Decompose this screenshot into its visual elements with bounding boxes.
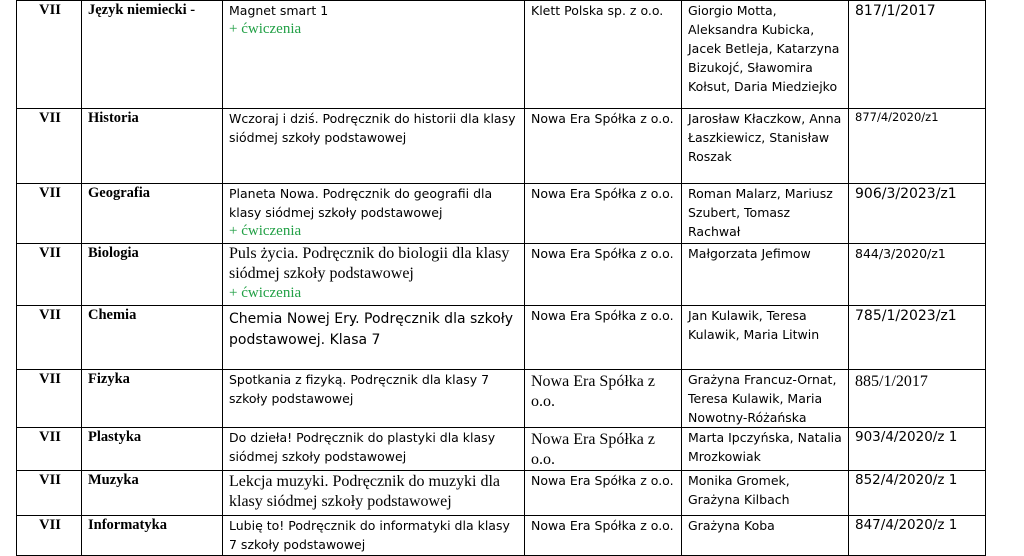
number-cell: 785/1/2023/z1 bbox=[849, 306, 986, 370]
table-row bbox=[17, 109, 986, 184]
table-row bbox=[17, 244, 986, 306]
title-cell bbox=[223, 1, 525, 109]
subject-cell: Informatyka bbox=[82, 516, 223, 556]
table-row bbox=[17, 516, 986, 556]
subject-cell: Muzyka bbox=[82, 471, 223, 516]
title-cell: Do dzieła! Podręcznik do plastyki dla klasy siódmej szkoły podstawowej bbox=[223, 428, 525, 471]
table-row bbox=[17, 370, 986, 428]
class-cell: VII bbox=[17, 244, 82, 306]
publisher-cell: Klett Polska sp. z o.o. bbox=[525, 1, 682, 109]
authors-cell: Grażyna Francuz-Ornat, Teresa Kulawik, Maria Nowotny-Różańska bbox=[682, 370, 849, 428]
subject-cell: Fizyka bbox=[82, 370, 223, 428]
subject-cell: Historia bbox=[82, 109, 223, 184]
number-cell: 817/1/2017 bbox=[849, 1, 986, 109]
number-cell: 885/1/2017 bbox=[849, 370, 986, 428]
subject-cell: Język niemiecki - bbox=[82, 1, 223, 109]
class-cell: VII bbox=[17, 471, 82, 516]
authors-cell: Giorgio Motta, Aleksandra Kubicka, Jacek Betleja, Katarzyna Bizukojć, Sławomira Kołsut, Daria Miedziejko bbox=[682, 1, 849, 109]
authors-cell: Jan Kulawik, Teresa Kulawik, Maria Litwin bbox=[682, 306, 849, 370]
extra-text: + ćwiczenia bbox=[229, 21, 302, 37]
title-text: Magnet smart 1 bbox=[229, 3, 329, 18]
publisher-cell: Nowa Era Spółka z o.o. bbox=[525, 516, 682, 556]
number-cell: 903/4/2020/z 1 bbox=[849, 428, 986, 471]
publisher-cell: Nowa Era Spółka z o.o. bbox=[525, 244, 682, 306]
title-text: Planeta Nowa. Podręcznik do geografii dla klasy siódmej szkoły podstawowej bbox=[229, 186, 493, 220]
subject-cell: Biologia bbox=[82, 244, 223, 306]
subject-cell: Plastyka bbox=[82, 428, 223, 471]
class-cell: VII bbox=[17, 1, 82, 109]
number-cell: 844/3/2020/z1 bbox=[849, 244, 986, 306]
class-cell: VII bbox=[17, 109, 82, 184]
number-cell: 847/4/2020/z 1 bbox=[849, 516, 986, 556]
table-row bbox=[17, 306, 986, 370]
title-cell bbox=[223, 184, 525, 244]
number-cell: 852/4/2020/z 1 bbox=[849, 471, 986, 516]
authors-cell: Grażyna Koba bbox=[682, 516, 849, 556]
table-row bbox=[17, 1, 986, 109]
table-row bbox=[17, 428, 986, 471]
title-cell bbox=[223, 244, 525, 306]
subject-cell: Geografia bbox=[82, 184, 223, 244]
publisher-cell: Nowa Era Spółka z o.o. bbox=[525, 428, 682, 471]
table-row bbox=[17, 471, 986, 516]
authors-cell: Jarosław Kłaczkow, Anna Łaszkiewicz, Stanisław Roszak bbox=[682, 109, 849, 184]
publisher-cell: Nowa Era Spółka z o.o. bbox=[525, 109, 682, 184]
publisher-cell: Nowa Era Spółka z o.o. bbox=[525, 306, 682, 370]
class-cell: VII bbox=[17, 428, 82, 471]
class-cell: VII bbox=[17, 516, 82, 556]
class-cell: VII bbox=[17, 306, 82, 370]
title-cell: Lubię to! Podręcznik do informatyki dla klasy 7 szkoły podstawowej bbox=[223, 516, 525, 556]
title-cell: Lekcja muzyki. Podręcznik do muzyki dla klasy siódmej szkoły podstawowej bbox=[223, 471, 525, 516]
publisher-cell: Nowa Era Spółka z o.o. bbox=[525, 370, 682, 428]
textbook-table bbox=[16, 0, 986, 556]
title-cell: Chemia Nowej Ery. Podręcznik dla szkoły podstawowej. Klasa 7 bbox=[223, 306, 525, 370]
class-cell: VII bbox=[17, 184, 82, 244]
title-text: Puls życia. Podręcznik do biologii dla klasy siódmej szkoły podstawowej bbox=[229, 245, 510, 282]
authors-cell: Marta Ipczyńska, Natalia Mrozkowiak bbox=[682, 428, 849, 471]
title-cell: Spotkania z fizyką. Podręcznik dla klasy 7 szkoły podstawowej bbox=[223, 370, 525, 428]
extra-text: + ćwiczenia bbox=[229, 223, 302, 239]
authors-cell: Małgorzata Jefimow bbox=[682, 244, 849, 306]
authors-cell: Roman Malarz, Mariusz Szubert, Tomasz Rachwał bbox=[682, 184, 849, 244]
authors-cell: Monika Gromek, Grażyna Kilbach bbox=[682, 471, 849, 516]
publisher-cell: Nowa Era Spółka z o.o. bbox=[525, 471, 682, 516]
table-row bbox=[17, 184, 986, 244]
subject-cell: Chemia bbox=[82, 306, 223, 370]
title-cell: Wczoraj i dziś. Podręcznik do historii dla klasy siódmej szkoły podstawowej bbox=[223, 109, 525, 184]
extra-text: + ćwiczenia bbox=[229, 285, 302, 301]
class-cell: VII bbox=[17, 370, 82, 428]
publisher-cell: Nowa Era Spółka z o.o. bbox=[525, 184, 682, 244]
number-cell: 877/4/2020/z1 bbox=[849, 109, 986, 184]
number-cell: 906/3/2023/z1 bbox=[849, 184, 986, 244]
